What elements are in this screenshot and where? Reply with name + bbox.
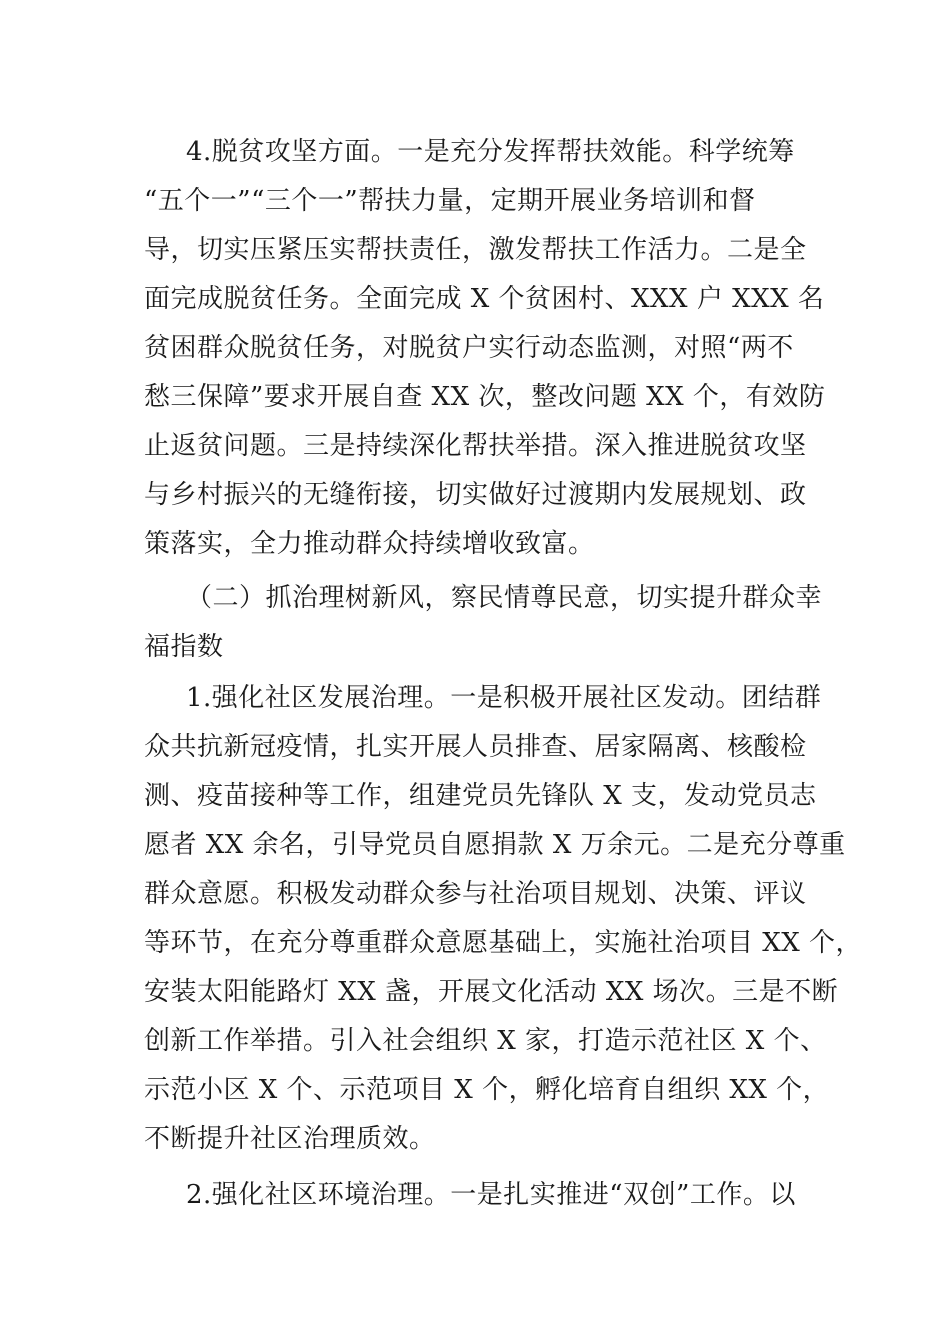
paragraph-poverty-alleviation-line: 面完成脱贫任务。全面完成 X 个贫困村、XXX 户 XXX 名	[144, 284, 825, 314]
paragraph-poverty-alleviation-line: 贫困群众脱贫任务，对脱贫户实行动态监测，对照“两不	[144, 333, 794, 363]
paragraph-poverty-alleviation-line: “五个一”“三个一”帮扶力量，定期开展业务培训和督	[144, 186, 756, 216]
section-heading-line: （二）抓治理树新风，察民情尊民意，切实提升群众幸	[186, 583, 823, 613]
paragraph-community-governance-line: 测、疫苗接种等工作，组建党员先锋队 X 支，发动党员志	[144, 781, 817, 811]
paragraph-poverty-alleviation-line: 导，切实压紧压实帮扶责任，激发帮扶工作活力。二是全	[144, 235, 807, 265]
paragraph-community-governance-line: 愿者 XX 余名，引导党员自愿捐款 X 万余元。二是充分尊重	[144, 830, 846, 860]
paragraph-poverty-alleviation-line: 策落实，全力推动群众持续增收致富。	[144, 529, 595, 559]
paragraph-poverty-alleviation-line: 4.脱贫攻坚方面。一是充分发挥帮扶效能。科学统筹	[186, 137, 795, 167]
paragraph-environment-governance-line: 2.强化社区环境治理。一是扎实推进“双创”工作。以	[186, 1180, 796, 1210]
paragraph-community-governance-line: 不断提升社区治理质效。	[144, 1124, 436, 1154]
paragraph-community-governance-line: 等环节，在充分尊重群众意愿基础上，实施社治项目 XX 个，	[144, 928, 863, 958]
paragraph-poverty-alleviation-line: 止返贫问题。三是持续深化帮扶举措。深入推进脱贫攻坚	[144, 431, 807, 461]
paragraph-poverty-alleviation-line: 与乡村振兴的无缝衔接，切实做好过渡期内发展规划、政	[144, 480, 807, 510]
paragraph-poverty-alleviation-line: 愁三保障”要求开展自查 XX 次，整改问题 XX 个，有效防	[144, 382, 826, 412]
paragraph-community-governance-line: 示范小区 X 个、示范项目 X 个，孵化培育自组织 XX 个，	[144, 1075, 830, 1105]
paragraph-community-governance-line: 创新工作举措。引入社会组织 X 家，打造示范社区 X 个、	[144, 1026, 827, 1056]
paragraph-community-governance-line: 安装太阳能路灯 XX 盏，开展文化活动 XX 场次。三是不断	[144, 977, 839, 1007]
section-heading-line: 福指数	[144, 632, 224, 662]
paragraph-community-governance-line: 群众意愿。积极发动群众参与社治项目规划、决策、评议	[144, 879, 807, 909]
paragraph-community-governance-line: 1.强化社区发展治理。一是积极开展社区发动。团结群	[186, 683, 822, 713]
paragraph-community-governance-line: 众共抗新冠疫情，扎实开展人员排查、居家隔离、核酸检	[144, 732, 807, 762]
